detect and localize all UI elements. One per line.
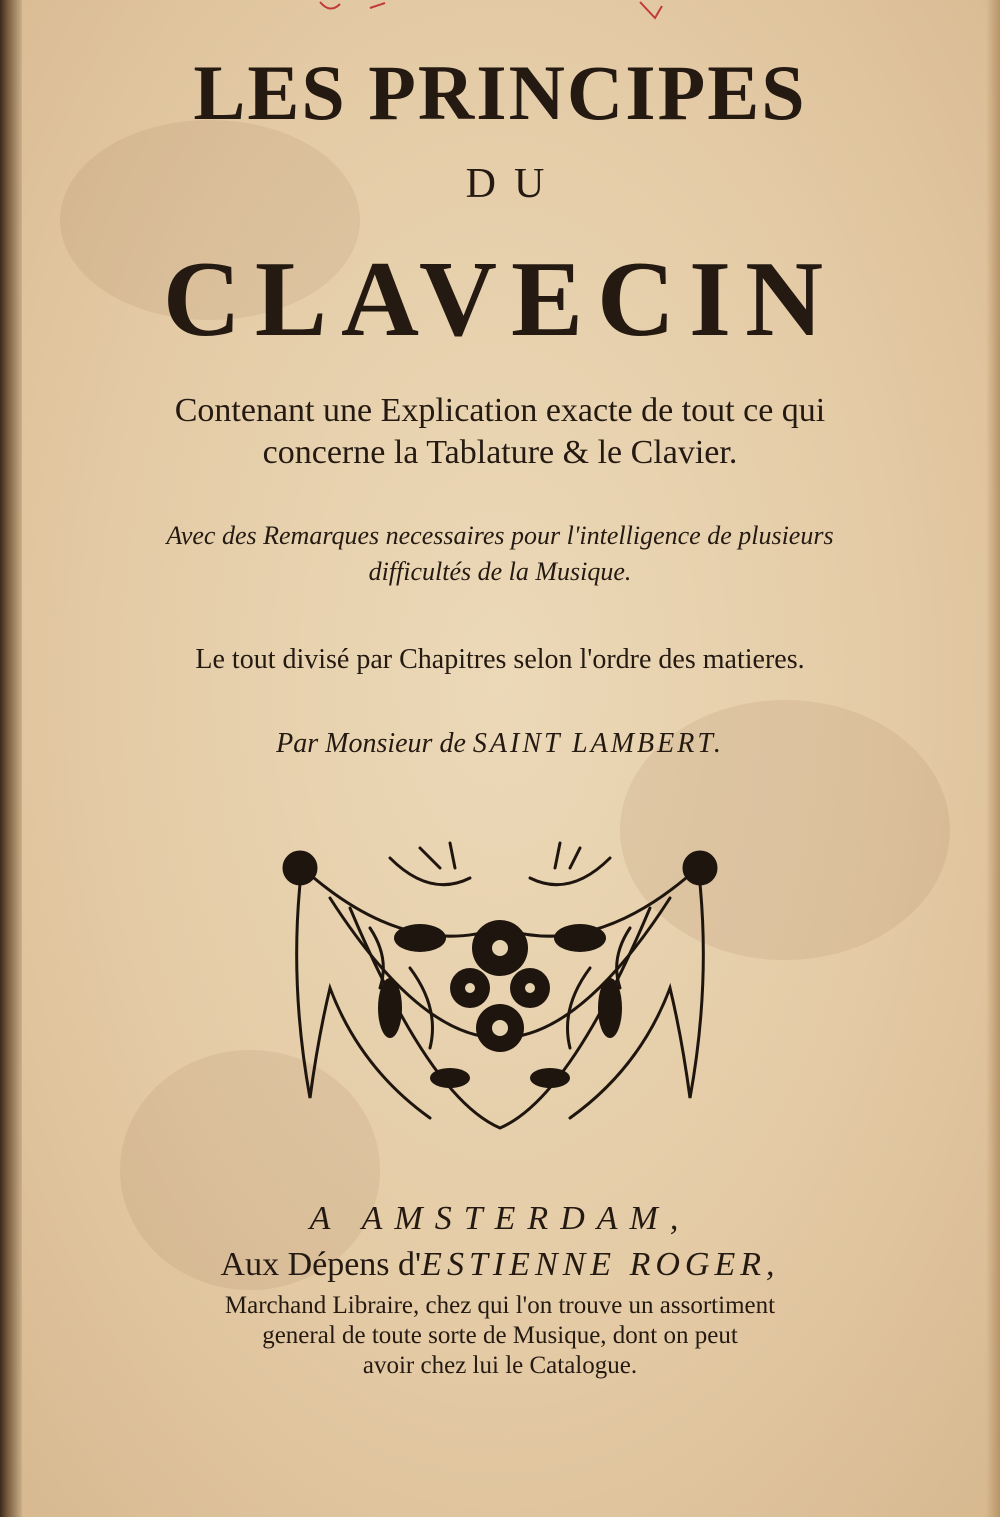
remarks-line-1: Avec des Remarques necessaires pour l'intelligence de plusieurs (166, 521, 834, 550)
imprint-line-4: general de toute sorte de Musique, dont on peut (262, 1322, 738, 1349)
author-line (0, 728, 1000, 760)
author-prefix: Par Monsieur de (276, 728, 466, 759)
imprint-line-5: avoir chez lui le Catalogue. (362, 1352, 638, 1379)
subtitle-line-1: Contenant une Explication exacte de tout ce qui (174, 392, 826, 429)
imprint-line-3: Marchand Libraire, chez qui l'on trouve un assortiment (224, 1292, 776, 1319)
imprint-publisher-name: ESTIENNE ROGER, (421, 1246, 780, 1283)
title-line-clavecin: CLAVECIN (162, 240, 838, 359)
title-line-principes: LES PRINCIPES (193, 49, 807, 136)
imprint-publisher-line (0, 1246, 1000, 1284)
floral-garland-woodcut-icon (270, 838, 730, 1138)
subtitle-line-2: concerne la Tablature & le Clavier. (262, 434, 738, 471)
imprint-publisher-prefix: Aux Dépens d' (220, 1246, 422, 1283)
remarks-line-2: difficultés de la Musique. (368, 557, 632, 586)
library-stamp-mark (310, 0, 690, 20)
title-line-du: DU (465, 161, 563, 207)
author-name: SAINT LAMBERT. (472, 728, 724, 759)
imprint-place: A AMSTERDAM, (309, 1200, 691, 1237)
division-note: Le tout divisé par Chapitres selon l'ordre des matieres. (195, 644, 805, 675)
